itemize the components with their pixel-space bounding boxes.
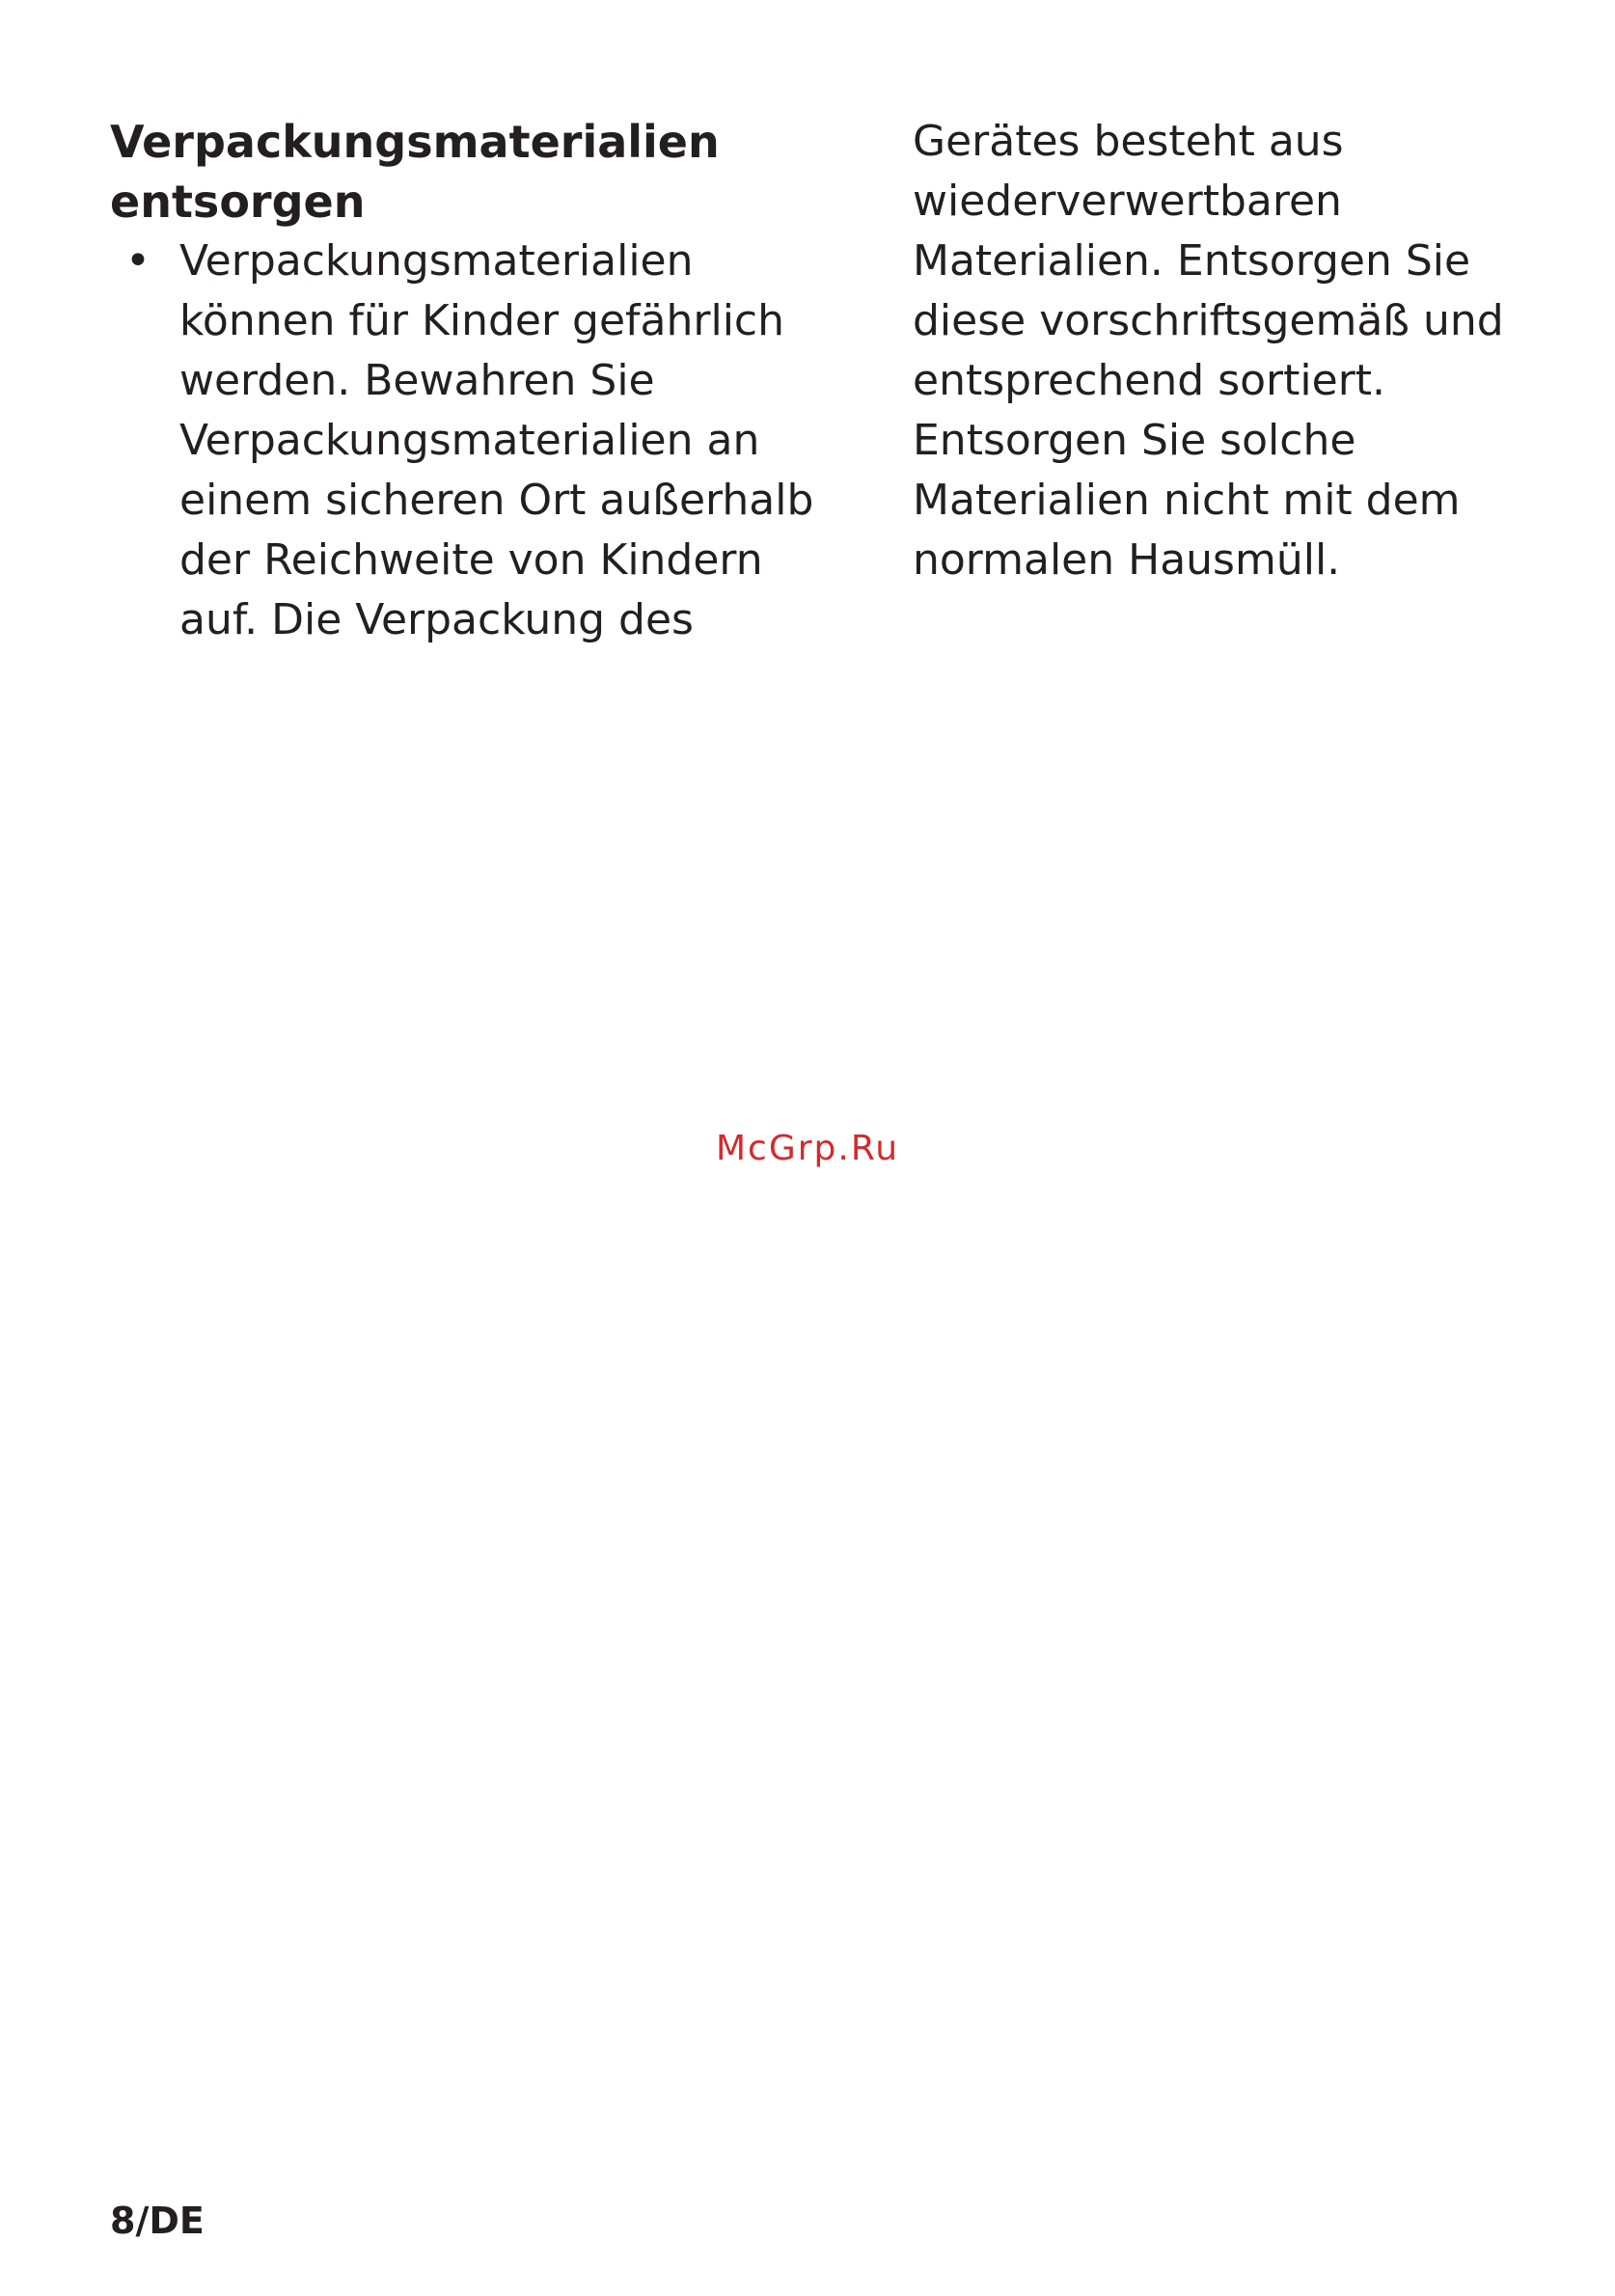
body-text-line: Gerätes besteht aus — [913, 117, 1344, 166]
body-text-line: diese vorschriftsgemäß und — [913, 296, 1504, 345]
section-heading — [110, 112, 785, 232]
bullet-icon: • — [125, 236, 151, 286]
right-column — [913, 112, 1569, 590]
bullet-text-line: Verpackungsmaterialien an — [179, 416, 760, 465]
bullet-text-line: können für Kinder gefährlich — [179, 296, 784, 345]
body-text-line: Materialien. Entsorgen Sie — [913, 236, 1471, 286]
bullet-list-item — [110, 232, 814, 650]
body-text-line: wiederverwertbaren — [913, 177, 1342, 226]
bullet-text-line: der Reichweite von Kindern — [179, 535, 763, 585]
bullet-text-line: Verpackungsmaterialien — [179, 236, 694, 286]
bullet-text-line: werden. Bewahren Sie — [179, 356, 655, 405]
body-text-line: Entsorgen Sie solche — [913, 416, 1356, 465]
body-text-line: normalen Hausmüll. — [913, 535, 1341, 585]
left-column — [110, 112, 814, 650]
heading-line-1: Verpackungsmaterialien — [110, 116, 720, 168]
page-number: 8/DE — [110, 2200, 205, 2242]
watermark: McGrp.Ru — [715, 1129, 900, 1168]
bullet-text-line: auf. Die Verpackung des — [179, 595, 694, 644]
body-text-line: Materialien nicht mit dem — [913, 476, 1461, 525]
body-text-line: entsprechend sortiert. — [913, 356, 1386, 405]
bullet-text-line: einem sicheren Ort außerhalb — [179, 476, 814, 525]
heading-line-2: entsorgen — [110, 176, 366, 228]
